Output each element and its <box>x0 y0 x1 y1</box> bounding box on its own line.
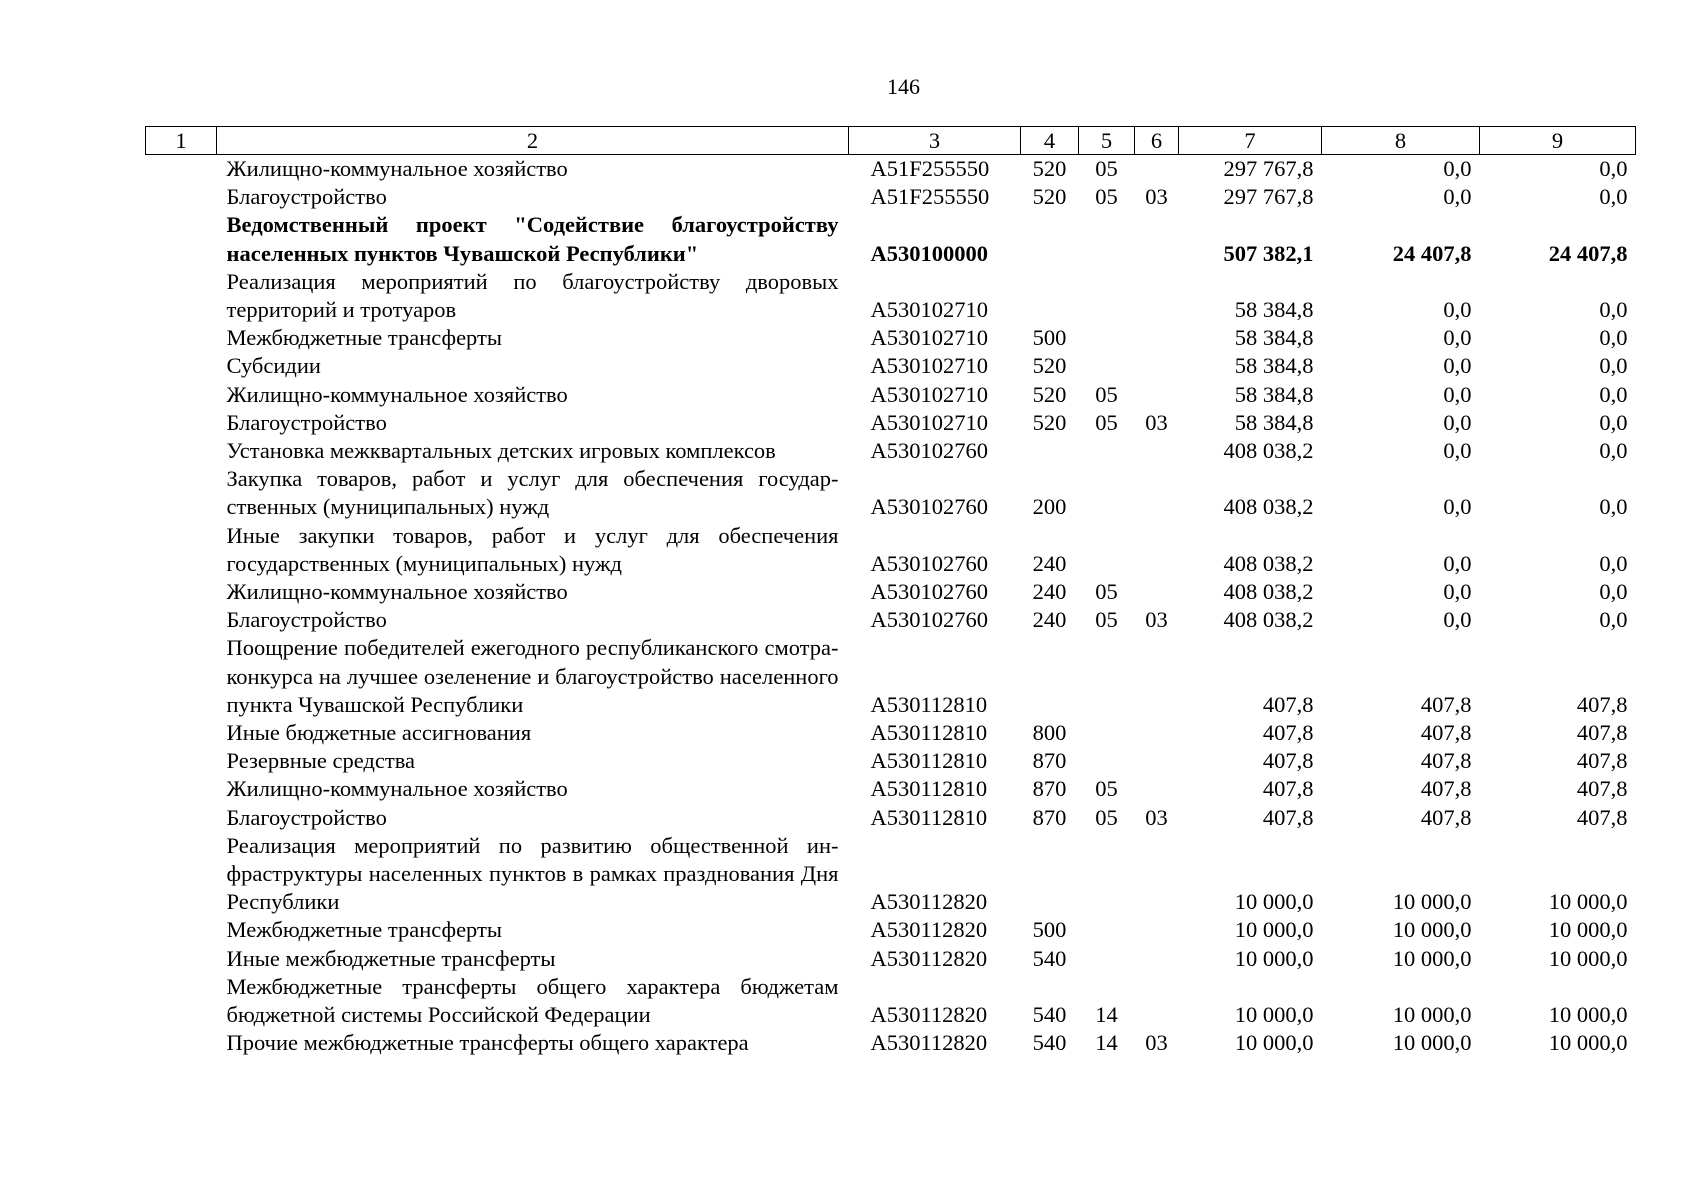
amount-col7-cell: 407,8 <box>1262 691 1314 717</box>
column-header: 8 <box>1322 127 1480 155</box>
amount-col7-cell: 58 384,8 <box>1234 381 1314 407</box>
section-cell <box>1079 324 1135 352</box>
target-article-cell: А530102710 <box>870 325 988 351</box>
item-name-cell: Благоустройство <box>226 184 387 210</box>
amount-col9-cell: 407,8 <box>1576 720 1628 746</box>
subsection-cell <box>1135 324 1179 352</box>
amount-col8-cell: 0,0 <box>1443 550 1472 576</box>
column-header: 6 <box>1135 127 1179 155</box>
amount-col8-cell: 0,0 <box>1443 494 1472 520</box>
target-article-cell: А530112820 <box>870 1030 988 1056</box>
row-number-cell <box>146 719 217 747</box>
section-cell <box>1079 352 1135 380</box>
section-cell <box>1079 211 1135 267</box>
subsection-cell <box>1135 578 1179 606</box>
expense-type-cell <box>1021 268 1079 324</box>
target-article-cell: А530102760 <box>870 579 988 605</box>
table-row <box>146 973 1636 1029</box>
item-name-cell: Закупка товаров, работ и услуг для обеспечения государственных (муниципальных) нужд <box>226 466 839 520</box>
table-row <box>146 352 1636 380</box>
subsection-cell <box>1135 916 1179 944</box>
amount-col9-cell: 0,0 <box>1599 607 1628 633</box>
table-row <box>146 578 1636 606</box>
section-cell: 05 <box>1095 381 1118 407</box>
item-name-cell: Межбюджетные трансферты <box>226 325 502 351</box>
target-article-cell: А530102760 <box>870 494 988 520</box>
amount-col8-cell: 0,0 <box>1443 325 1472 351</box>
row-number-cell <box>146 775 217 803</box>
amount-col7-cell: 58 384,8 <box>1234 325 1314 351</box>
amount-col8-cell: 0,0 <box>1443 184 1472 210</box>
section-cell: 05 <box>1095 776 1118 802</box>
table-row <box>146 719 1636 747</box>
section-cell: 05 <box>1095 579 1118 605</box>
section-cell <box>1079 832 1135 917</box>
amount-col9-cell: 10 000,0 <box>1548 1030 1628 1056</box>
amount-col9-cell: 10 000,0 <box>1548 889 1628 915</box>
amount-col8-cell: 10 000,0 <box>1392 1030 1472 1056</box>
target-article-cell: А530102760 <box>870 438 988 464</box>
target-article-cell: А530112820 <box>870 945 988 971</box>
item-name-cell: Иные закупки товаров, работ и услуг для обеспечения государственных (муниципальных) нужд <box>226 522 839 576</box>
amount-col9-cell: 407,8 <box>1576 691 1628 717</box>
row-number-cell <box>146 522 217 578</box>
item-name-cell: Прочие межбюджетные трансферты общего характера <box>226 1030 749 1056</box>
row-number-cell <box>146 183 217 211</box>
row-number-cell <box>146 1029 217 1057</box>
expense-type-cell: 540 <box>1032 1002 1067 1028</box>
target-article-cell: А530112810 <box>870 748 988 774</box>
amount-col8-cell: 407,8 <box>1420 691 1472 717</box>
item-name-cell: Поощрение победителей ежегодного республиканского смотра-конкурса на лучшее озеленение и благоустройство населенного пункта Чувашской Республики <box>226 635 839 717</box>
amount-col8-cell: 10 000,0 <box>1392 1002 1472 1028</box>
target-article-cell: А530112810 <box>870 804 988 830</box>
section-cell: 05 <box>1095 156 1118 181</box>
target-article-cell: А530102760 <box>870 607 988 633</box>
section-cell <box>1079 634 1135 719</box>
target-article-cell: А530112820 <box>870 917 988 943</box>
amount-col7-cell: 58 384,8 <box>1234 353 1314 379</box>
row-number-cell <box>146 578 217 606</box>
table-row <box>146 155 1636 184</box>
amount-col7-cell: 507 382,1 <box>1223 240 1314 266</box>
expense-type-cell <box>1021 634 1079 719</box>
row-number-cell <box>146 381 217 409</box>
subsection-cell <box>1135 973 1179 1029</box>
section-cell <box>1079 916 1135 944</box>
amount-col9-cell: 24 407,8 <box>1548 240 1628 266</box>
amount-col9-cell: 10 000,0 <box>1548 945 1628 971</box>
table-row <box>146 268 1636 324</box>
target-article-cell: А530102760 <box>870 550 988 576</box>
target-article-cell: А51F255550 <box>870 184 990 210</box>
expense-type-cell: 540 <box>1032 945 1067 971</box>
table-row <box>146 832 1636 917</box>
amount-col7-cell: 408 038,2 <box>1223 550 1314 576</box>
row-number-cell <box>146 465 217 521</box>
amount-col8-cell: 24 407,8 <box>1392 240 1472 266</box>
expense-type-cell: 500 <box>1032 917 1067 943</box>
amount-col7-cell: 10 000,0 <box>1234 1030 1314 1056</box>
row-number-cell <box>146 634 217 719</box>
amount-col9-cell: 407,8 <box>1576 804 1628 830</box>
amount-col7-cell: 10 000,0 <box>1234 1002 1314 1028</box>
row-number-cell <box>146 352 217 380</box>
subsection-cell: 03 <box>1145 1030 1168 1056</box>
target-article-cell: А530102710 <box>870 409 988 435</box>
amount-col7-cell: 58 384,8 <box>1234 297 1314 323</box>
column-header: 1 <box>146 127 217 155</box>
subsection-cell <box>1135 155 1179 184</box>
expense-type-cell: 520 <box>1032 156 1067 181</box>
row-number-cell <box>146 804 217 832</box>
column-header: 5 <box>1079 127 1135 155</box>
table-row <box>146 606 1636 634</box>
subsection-cell <box>1135 832 1179 917</box>
subsection-cell <box>1135 268 1179 324</box>
amount-col7-cell: 407,8 <box>1262 776 1314 802</box>
expense-type-cell: 520 <box>1032 184 1067 210</box>
expense-type-cell: 540 <box>1032 1030 1067 1056</box>
row-number-cell <box>146 409 217 437</box>
amount-col9-cell: 407,8 <box>1576 748 1628 774</box>
amount-col7-cell: 407,8 <box>1262 748 1314 774</box>
row-number-cell <box>146 973 217 1029</box>
target-article-cell: А530102710 <box>870 381 988 407</box>
row-number-cell <box>146 916 217 944</box>
column-header: 3 <box>849 127 1021 155</box>
expense-type-cell: 520 <box>1032 381 1067 407</box>
item-name-cell: Межбюджетные трансферты <box>226 917 502 943</box>
target-article-cell: А530102710 <box>870 353 988 379</box>
table-row <box>146 437 1636 465</box>
amount-col7-cell: 10 000,0 <box>1234 945 1314 971</box>
budget-table <box>145 126 1636 1058</box>
row-number-cell <box>146 606 217 634</box>
amount-col8-cell: 0,0 <box>1443 579 1472 605</box>
row-number-cell <box>146 268 217 324</box>
page-number: 146 <box>887 74 920 99</box>
table-row <box>146 1029 1636 1057</box>
section-cell: 05 <box>1095 607 1118 633</box>
table-row <box>146 522 1636 578</box>
target-article-cell: А530102710 <box>870 297 988 323</box>
item-name-cell: Жилищно-коммунальное хозяйство <box>226 381 568 407</box>
amount-col7-cell: 58 384,8 <box>1234 409 1314 435</box>
target-article-cell: А530100000 <box>870 240 988 266</box>
table-row <box>146 381 1636 409</box>
section-cell: 05 <box>1095 184 1118 210</box>
amount-col7-cell: 10 000,0 <box>1234 889 1314 915</box>
section-cell: 14 <box>1095 1030 1118 1056</box>
expense-type-cell: 520 <box>1032 409 1067 435</box>
amount-col8-cell: 10 000,0 <box>1392 945 1472 971</box>
amount-col9-cell: 0,0 <box>1599 494 1628 520</box>
table-row <box>146 211 1636 267</box>
item-name-cell: Реализация мероприятий по благоустройству дворовых территорий и тротуаров <box>226 268 839 323</box>
amount-col9-cell: 0,0 <box>1599 297 1628 323</box>
row-number-cell <box>146 324 217 352</box>
amount-col8-cell: 0,0 <box>1443 297 1472 323</box>
amount-col9-cell: 407,8 <box>1576 776 1628 802</box>
subsection-cell: 03 <box>1145 184 1168 210</box>
subsection-cell <box>1135 719 1179 747</box>
item-name-cell: Иные бюджетные ассигнования <box>226 720 532 746</box>
item-name-cell: Межбюджетные трансферты общего характера бюджетам бюджетной системы Российской Федерации <box>226 973 839 1028</box>
subsection-cell <box>1135 211 1179 267</box>
table-row <box>146 747 1636 775</box>
amount-col8-cell: 0,0 <box>1443 409 1472 435</box>
subsection-cell: 03 <box>1145 607 1168 633</box>
item-name-cell: Реализация мероприятий по развитию общественной инфраструктуры населенных пунктов в рамках празднования Дня Республики <box>226 832 839 915</box>
subsection-cell <box>1135 775 1179 803</box>
column-header: 4 <box>1021 127 1079 155</box>
subsection-cell <box>1135 381 1179 409</box>
amount-col8-cell: 0,0 <box>1443 156 1472 181</box>
item-name-cell: Жилищно-коммунальное хозяйство <box>226 776 568 802</box>
amount-col9-cell: 0,0 <box>1599 381 1628 407</box>
column-header: 9 <box>1480 127 1636 155</box>
row-number-cell <box>146 437 217 465</box>
section-cell: 14 <box>1095 1002 1118 1028</box>
table-row <box>146 945 1636 973</box>
table-row <box>146 634 1636 719</box>
item-name-cell: Субсидии <box>226 353 321 379</box>
table-header-row <box>146 127 1636 155</box>
subsection-cell <box>1135 352 1179 380</box>
amount-col7-cell: 407,8 <box>1262 804 1314 830</box>
subsection-cell <box>1135 465 1179 521</box>
section-cell: 05 <box>1095 804 1118 830</box>
row-number-cell <box>146 155 217 184</box>
amount-col7-cell: 407,8 <box>1262 720 1314 746</box>
amount-col9-cell: 0,0 <box>1599 325 1628 351</box>
item-name-cell: Жилищно-коммунальное хозяйство <box>226 156 568 181</box>
item-name-cell: Ведомственный проект "Содействие благоустройству населенных пунктов Чувашской Республики" <box>226 212 839 266</box>
section-cell <box>1079 465 1135 521</box>
item-name-cell: Иные межбюджетные трансферты <box>226 945 556 971</box>
table-row <box>146 775 1636 803</box>
amount-col8-cell: 0,0 <box>1443 607 1472 633</box>
amount-col8-cell: 407,8 <box>1420 748 1472 774</box>
item-name-cell: Установка межквартальных детских игровых комплексов <box>226 438 776 464</box>
amount-col9-cell: 0,0 <box>1599 438 1628 464</box>
item-name-cell: Благоустройство <box>226 607 387 633</box>
expense-type-cell: 240 <box>1032 579 1067 605</box>
subsection-cell: 03 <box>1145 409 1168 435</box>
target-article-cell: А530112810 <box>870 691 988 717</box>
amount-col9-cell: 0,0 <box>1599 353 1628 379</box>
table-body <box>146 155 1636 1058</box>
amount-col8-cell: 407,8 <box>1420 720 1472 746</box>
item-name-cell: Жилищно-коммунальное хозяйство <box>226 579 568 605</box>
row-number-cell <box>146 945 217 973</box>
amount-col7-cell: 408 038,2 <box>1223 438 1314 464</box>
amount-col7-cell: 297 767,8 <box>1223 156 1314 181</box>
subsection-cell <box>1135 522 1179 578</box>
amount-col7-cell: 408 038,2 <box>1223 494 1314 520</box>
amount-col7-cell: 297 767,8 <box>1223 184 1314 210</box>
table-row <box>146 183 1636 211</box>
expense-type-cell: 800 <box>1032 720 1067 746</box>
expense-type-cell: 500 <box>1032 325 1067 351</box>
amount-col9-cell: 0,0 <box>1599 184 1628 210</box>
table-row <box>146 916 1636 944</box>
target-article-cell: А530112810 <box>870 720 988 746</box>
subsection-cell <box>1135 437 1179 465</box>
table-row <box>146 465 1636 521</box>
table-row <box>146 324 1636 352</box>
table-row <box>146 804 1636 832</box>
expense-type-cell <box>1021 437 1079 465</box>
subsection-cell: 03 <box>1145 804 1168 830</box>
expense-type-cell: 870 <box>1032 776 1067 802</box>
target-article-cell: А530112820 <box>870 1002 988 1028</box>
expense-type-cell: 520 <box>1032 353 1067 379</box>
section-cell: 05 <box>1095 409 1118 435</box>
amount-col7-cell: 10 000,0 <box>1234 917 1314 943</box>
column-header: 2 <box>217 127 849 155</box>
section-cell <box>1079 437 1135 465</box>
target-article-cell: А530112820 <box>870 889 988 915</box>
column-header: 7 <box>1179 127 1322 155</box>
amount-col8-cell: 10 000,0 <box>1392 917 1472 943</box>
amount-col9-cell: 0,0 <box>1599 409 1628 435</box>
expense-type-cell <box>1021 832 1079 917</box>
amount-col9-cell: 10 000,0 <box>1548 1002 1628 1028</box>
amount-col7-cell: 408 038,2 <box>1223 607 1314 633</box>
item-name-cell: Благоустройство <box>226 804 387 830</box>
section-cell <box>1079 945 1135 973</box>
amount-col9-cell: 10 000,0 <box>1548 917 1628 943</box>
subsection-cell <box>1135 634 1179 719</box>
item-name-cell: Благоустройство <box>226 409 387 435</box>
expense-type-cell <box>1021 211 1079 267</box>
expense-type-cell: 240 <box>1032 607 1067 633</box>
section-cell <box>1079 522 1135 578</box>
expense-type-cell: 200 <box>1032 494 1067 520</box>
row-number-cell <box>146 832 217 917</box>
subsection-cell <box>1135 747 1179 775</box>
amount-col8-cell: 0,0 <box>1443 438 1472 464</box>
subsection-cell <box>1135 945 1179 973</box>
target-article-cell: А530112810 <box>870 776 988 802</box>
amount-col8-cell: 10 000,0 <box>1392 889 1472 915</box>
expense-type-cell: 240 <box>1032 550 1067 576</box>
target-article-cell: А51F255550 <box>870 156 990 181</box>
section-cell <box>1079 719 1135 747</box>
amount-col7-cell: 408 038,2 <box>1223 579 1314 605</box>
expense-type-cell: 870 <box>1032 804 1067 830</box>
table-row <box>146 409 1636 437</box>
amount-col9-cell: 0,0 <box>1599 579 1628 605</box>
expense-type-cell: 870 <box>1032 748 1067 774</box>
section-cell <box>1079 747 1135 775</box>
amount-col8-cell: 0,0 <box>1443 353 1472 379</box>
amount-col8-cell: 407,8 <box>1420 776 1472 802</box>
amount-col8-cell: 407,8 <box>1420 804 1472 830</box>
item-name-cell: Резервные средства <box>226 748 416 774</box>
row-number-cell <box>146 747 217 775</box>
amount-col8-cell: 0,0 <box>1443 381 1472 407</box>
section-cell <box>1079 268 1135 324</box>
amount-col9-cell: 0,0 <box>1599 550 1628 576</box>
row-number-cell <box>146 211 217 267</box>
amount-col9-cell: 0,0 <box>1599 156 1628 181</box>
